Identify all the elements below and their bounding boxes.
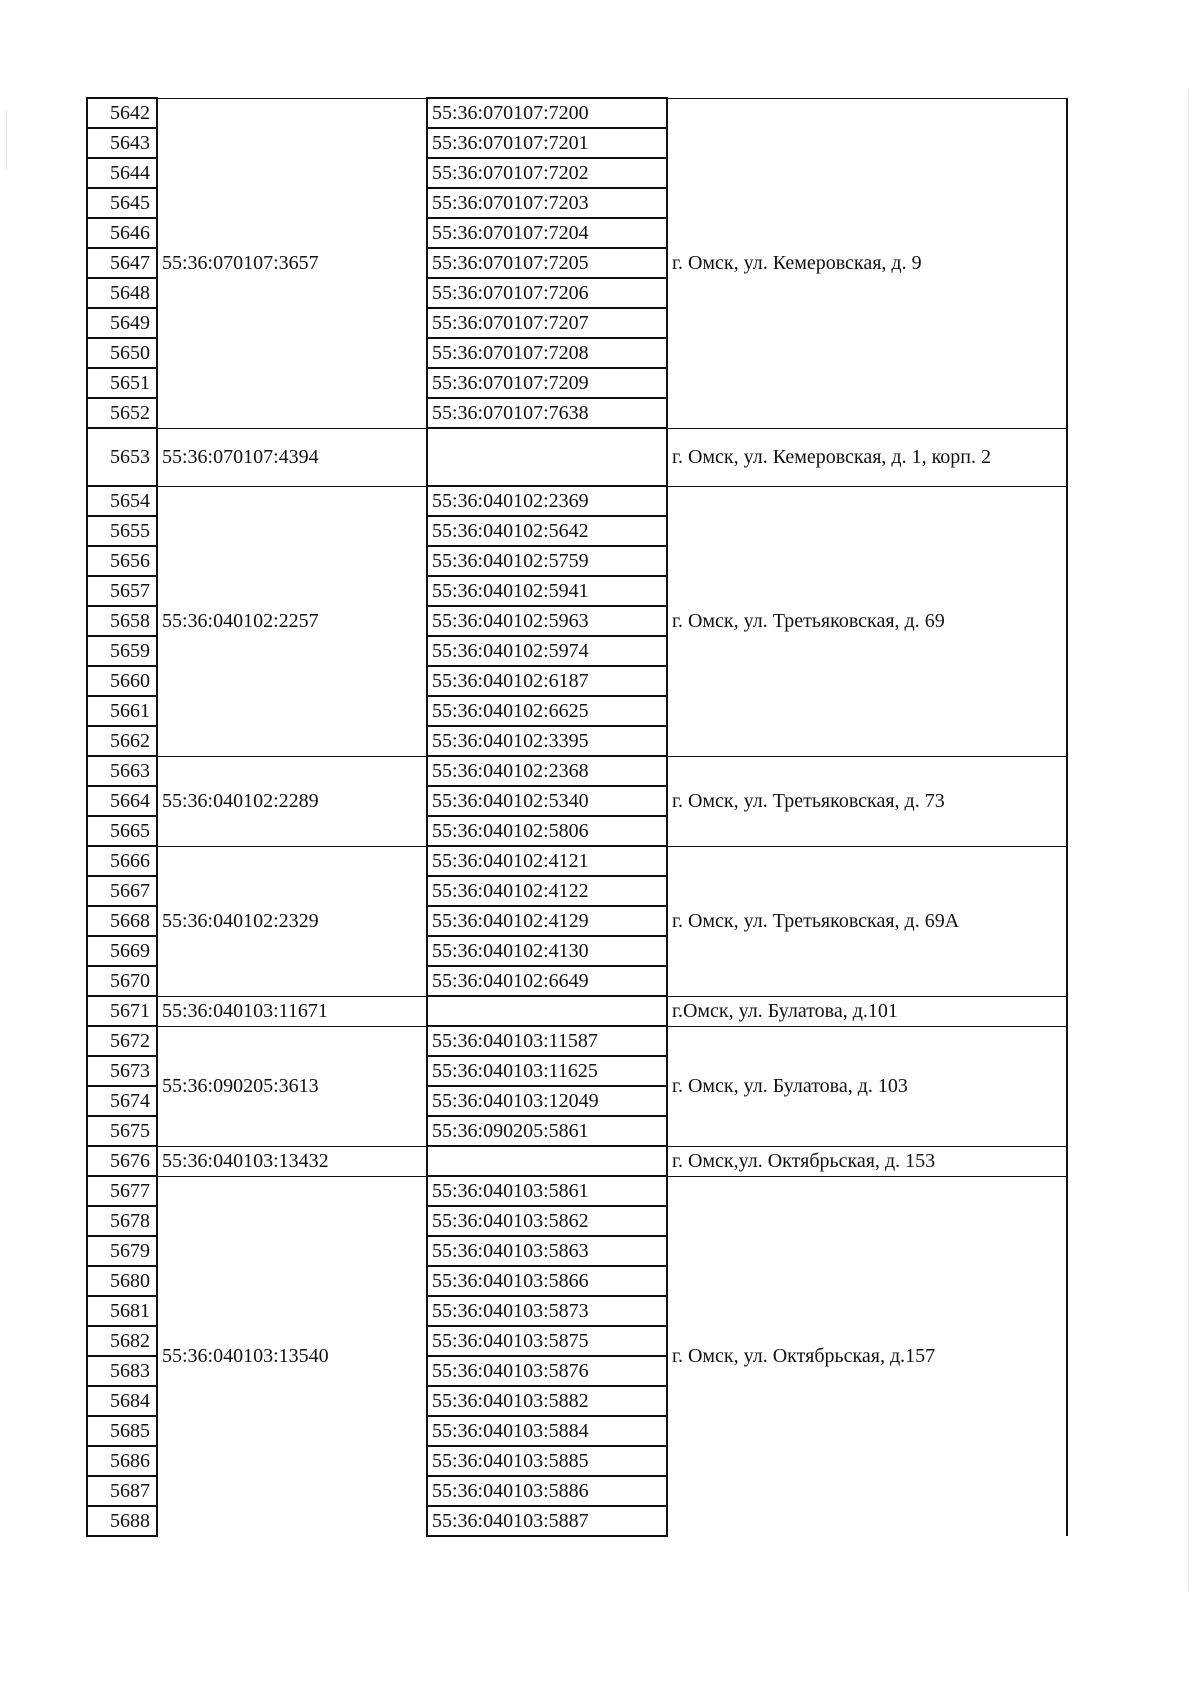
land-plot-cadastral-number: 55:36:040102:2329 xyxy=(157,846,427,996)
row-number: 5687 xyxy=(87,1476,157,1506)
building-cadastral-number: 55:36:070107:7201 xyxy=(427,128,667,158)
row-number: 5668 xyxy=(87,906,157,936)
row-number: 5649 xyxy=(87,308,157,338)
building-cadastral-number xyxy=(427,428,667,486)
land-plot-cadastral-number: 55:36:090205:3613 xyxy=(157,1026,427,1146)
row-number: 5657 xyxy=(87,576,157,606)
row-number: 5644 xyxy=(87,158,157,188)
building-cadastral-number: 55:36:040102:5340 xyxy=(427,786,667,816)
row-number: 5671 xyxy=(87,996,157,1026)
row-number: 5681 xyxy=(87,1296,157,1326)
row-number: 5683 xyxy=(87,1356,157,1386)
building-cadastral-number: 55:36:040102:4129 xyxy=(427,906,667,936)
row-number: 5658 xyxy=(87,606,157,636)
row-number: 5648 xyxy=(87,278,157,308)
building-cadastral-number: 55:36:040102:5759 xyxy=(427,546,667,576)
building-cadastral-number: 55:36:040103:5887 xyxy=(427,1506,667,1536)
building-cadastral-number: 55:36:040102:4130 xyxy=(427,936,667,966)
row-number: 5675 xyxy=(87,1116,157,1146)
building-cadastral-number: 55:36:040103:12049 xyxy=(427,1086,667,1116)
address: г. Омск, ул. Кемеровская, д. 1, корп. 2 xyxy=(667,428,1067,486)
row-number: 5656 xyxy=(87,546,157,576)
row-number: 5659 xyxy=(87,636,157,666)
address: г. Омск, ул. Октябрьская, д.157 xyxy=(667,1176,1067,1536)
building-cadastral-number: 55:36:040103:5885 xyxy=(427,1446,667,1476)
building-cadastral-number: 55:36:040103:5873 xyxy=(427,1296,667,1326)
building-cadastral-number: 55:36:040102:6187 xyxy=(427,666,667,696)
building-cadastral-number: 55:36:070107:7638 xyxy=(427,398,667,428)
building-cadastral-number: 55:36:040103:5886 xyxy=(427,1476,667,1506)
row-number: 5650 xyxy=(87,338,157,368)
building-cadastral-number: 55:36:040103:11587 xyxy=(427,1026,667,1056)
row-number: 5667 xyxy=(87,876,157,906)
row-number: 5654 xyxy=(87,486,157,516)
row-number: 5684 xyxy=(87,1386,157,1416)
property-table xyxy=(86,97,1068,1537)
building-cadastral-number: 55:36:070107:7208 xyxy=(427,338,667,368)
building-cadastral-number xyxy=(427,996,667,1026)
land-plot-cadastral-number: 55:36:070107:3657 xyxy=(157,98,427,428)
building-cadastral-number: 55:36:040103:5876 xyxy=(427,1356,667,1386)
row-number: 5642 xyxy=(87,98,157,128)
building-cadastral-number: 55:36:090205:5861 xyxy=(427,1116,667,1146)
row-number: 5662 xyxy=(87,726,157,756)
building-cadastral-number: 55:36:040102:5941 xyxy=(427,576,667,606)
property-table-body xyxy=(87,98,1067,1536)
row-number: 5670 xyxy=(87,966,157,996)
land-plot-cadastral-number: 55:36:040102:2289 xyxy=(157,756,427,846)
row-number: 5653 xyxy=(87,428,157,486)
table-row xyxy=(87,1176,1067,1206)
row-number: 5664 xyxy=(87,786,157,816)
row-number: 5647 xyxy=(87,248,157,278)
table-row xyxy=(87,996,1067,1026)
building-cadastral-number: 55:36:070107:7200 xyxy=(427,98,667,128)
row-number: 5682 xyxy=(87,1326,157,1356)
land-plot-cadastral-number: 55:36:040103:11671 xyxy=(157,996,427,1026)
building-cadastral-number: 55:36:040102:4121 xyxy=(427,846,667,876)
row-number: 5669 xyxy=(87,936,157,966)
row-number: 5645 xyxy=(87,188,157,218)
table-row xyxy=(87,756,1067,786)
row-number: 5666 xyxy=(87,846,157,876)
building-cadastral-number: 55:36:040103:5861 xyxy=(427,1176,667,1206)
land-plot-cadastral-number: 55:36:040103:13432 xyxy=(157,1146,427,1176)
building-cadastral-number: 55:36:040102:5806 xyxy=(427,816,667,846)
row-number: 5665 xyxy=(87,816,157,846)
building-cadastral-number: 55:36:070107:7205 xyxy=(427,248,667,278)
building-cadastral-number: 55:36:040103:5882 xyxy=(427,1386,667,1416)
building-cadastral-number: 55:36:040102:6625 xyxy=(427,696,667,726)
building-cadastral-number: 55:36:040102:5974 xyxy=(427,636,667,666)
row-number: 5673 xyxy=(87,1056,157,1086)
building-cadastral-number: 55:36:070107:7203 xyxy=(427,188,667,218)
row-number: 5680 xyxy=(87,1266,157,1296)
building-cadastral-number: 55:36:040103:5875 xyxy=(427,1326,667,1356)
building-cadastral-number: 55:36:070107:7207 xyxy=(427,308,667,338)
row-number: 5663 xyxy=(87,756,157,786)
address: г. Омск,ул. Октябрьская, д. 153 xyxy=(667,1146,1067,1176)
row-number: 5660 xyxy=(87,666,157,696)
address: г. Омск, ул. Булатова, д. 103 xyxy=(667,1026,1067,1146)
row-number: 5688 xyxy=(87,1506,157,1536)
scan-edge-mark xyxy=(1188,90,1189,1590)
building-cadastral-number: 55:36:070107:7209 xyxy=(427,368,667,398)
address: г. Омск, ул. Кемеровская, д. 9 xyxy=(667,98,1067,428)
row-number: 5661 xyxy=(87,696,157,726)
table-row xyxy=(87,1026,1067,1056)
row-number: 5686 xyxy=(87,1446,157,1476)
building-cadastral-number: 55:36:040103:5862 xyxy=(427,1206,667,1236)
building-cadastral-number: 55:36:040103:5884 xyxy=(427,1416,667,1446)
building-cadastral-number: 55:36:040102:4122 xyxy=(427,876,667,906)
land-plot-cadastral-number: 55:36:070107:4394 xyxy=(157,428,427,486)
building-cadastral-number: 55:36:040102:2369 xyxy=(427,486,667,516)
row-number: 5676 xyxy=(87,1146,157,1176)
row-number: 5652 xyxy=(87,398,157,428)
table-row xyxy=(87,486,1067,516)
row-number: 5651 xyxy=(87,368,157,398)
table-row xyxy=(87,428,1067,486)
row-number: 5674 xyxy=(87,1086,157,1116)
building-cadastral-number xyxy=(427,1146,667,1176)
scan-edge-mark xyxy=(6,110,7,170)
address: г. Омск, ул. Третьяковская, д. 69А xyxy=(667,846,1067,996)
building-cadastral-number: 55:36:070107:7204 xyxy=(427,218,667,248)
row-number: 5677 xyxy=(87,1176,157,1206)
row-number: 5678 xyxy=(87,1206,157,1236)
building-cadastral-number: 55:36:040102:5963 xyxy=(427,606,667,636)
building-cadastral-number: 55:36:040103:11625 xyxy=(427,1056,667,1086)
building-cadastral-number: 55:36:040103:5863 xyxy=(427,1236,667,1266)
building-cadastral-number: 55:36:040103:5866 xyxy=(427,1266,667,1296)
building-cadastral-number: 55:36:070107:7206 xyxy=(427,278,667,308)
row-number: 5685 xyxy=(87,1416,157,1446)
table-row xyxy=(87,846,1067,876)
row-number: 5672 xyxy=(87,1026,157,1056)
building-cadastral-number: 55:36:040102:3395 xyxy=(427,726,667,756)
address: г. Омск, ул. Третьяковская, д. 73 xyxy=(667,756,1067,846)
row-number: 5643 xyxy=(87,128,157,158)
table-row xyxy=(87,1146,1067,1176)
building-cadastral-number: 55:36:040102:6649 xyxy=(427,966,667,996)
row-number: 5655 xyxy=(87,516,157,546)
address: г. Омск, ул. Третьяковская, д. 69 xyxy=(667,486,1067,756)
building-cadastral-number: 55:36:070107:7202 xyxy=(427,158,667,188)
row-number: 5646 xyxy=(87,218,157,248)
table-row xyxy=(87,98,1067,128)
building-cadastral-number: 55:36:040102:2368 xyxy=(427,756,667,786)
land-plot-cadastral-number: 55:36:040102:2257 xyxy=(157,486,427,756)
row-number: 5679 xyxy=(87,1236,157,1266)
land-plot-cadastral-number: 55:36:040103:13540 xyxy=(157,1176,427,1536)
building-cadastral-number: 55:36:040102:5642 xyxy=(427,516,667,546)
address: г.Омск, ул. Булатова, д.101 xyxy=(667,996,1067,1026)
